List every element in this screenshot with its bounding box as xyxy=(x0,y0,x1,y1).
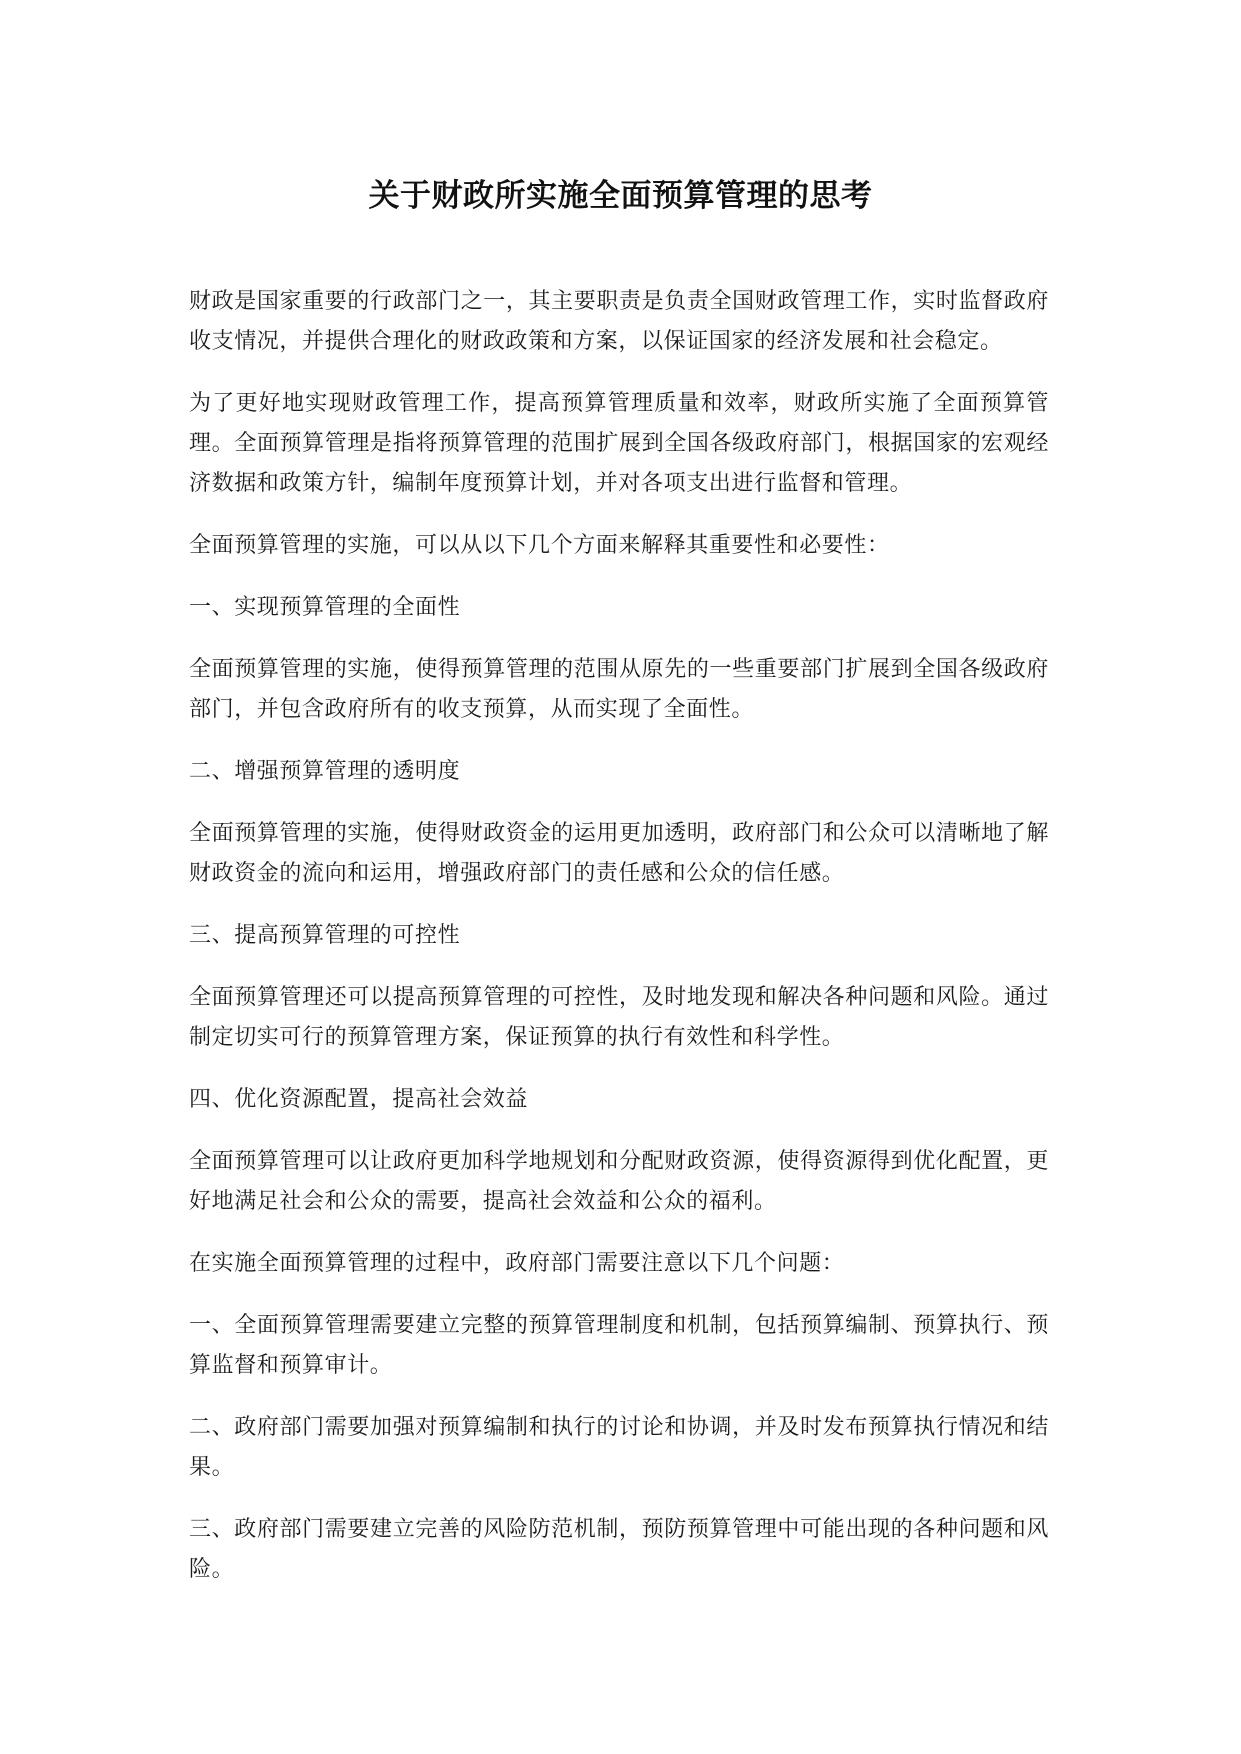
paragraph: 一、全面预算管理需要建立完整的预算管理制度和机制，包括预算编制、预算执行、预算监督和预算审计。 xyxy=(189,1313,1049,1378)
paragraph: 全面预算管理还可以提高预算管理的可控性，及时地发现和解决各种问题和风险。通过制定切实可行的预算管理方案，保证预算的执行有效性和科学性。 xyxy=(189,985,1049,1050)
paragraph: 财政是国家重要的行政部门之一，其主要职责是负责全国财政管理工作，实时监督政府收支情况，并提供合理化的财政政策和方案，以保证国家的经济发展和社会稳定。 xyxy=(189,289,1049,354)
paragraph: 全面预算管理可以让政府更加科学地规划和分配财政资源，使得资源得到优化配置，更好地满足社会和公众的需要，提高社会效益和公众的福利。 xyxy=(189,1149,1049,1214)
document-body xyxy=(189,282,1049,1612)
paragraph: 全面预算管理的实施，使得财政资金的运用更加透明，政府部门和公众可以清晰地了解财政资金的流向和运用，增强政府部门的责任感和公众的信任感。 xyxy=(189,821,1049,886)
paragraph: 在实施全面预算管理的过程中，政府部门需要注意以下几个问题： xyxy=(189,1251,845,1276)
paragraph: 二、政府部门需要加强对预算编制和执行的讨论和协调，并及时发布预算执行情况和结果。 xyxy=(189,1415,1049,1480)
page-title: 关于财政所实施全面预算管理的思考 xyxy=(368,178,873,214)
paragraph: 三、政府部门需要建立完善的风险防范机制，预防预算管理中可能出现的各种问题和风险。 xyxy=(189,1517,1049,1582)
section-heading: 三、提高预算管理的可控性 xyxy=(189,923,461,948)
paragraph: 为了更好地实现财政管理工作，提高预算管理质量和效率，财政所实施了全面预算管理。全面预算管理是指将预算管理的范围扩展到全国各级政府部门，根据国家的宏观经济数据和政策方针，编制年度预算计划，并对各项支出进行监督和管理。 xyxy=(189,391,1049,496)
paragraph: 全面预算管理的实施，使得预算管理的范围从原先的一些重要部门扩展到全国各级政府部门，并包含政府所有的收支预算，从而实现了全面性。 xyxy=(189,657,1049,722)
paragraph: 全面预算管理的实施，可以从以下几个方面来解释其重要性和必要性： xyxy=(189,533,890,558)
section-heading: 一、实现预算管理的全面性 xyxy=(189,595,461,620)
section-heading: 四、优化资源配置，提高社会效益 xyxy=(189,1087,529,1112)
section-heading: 二、增强预算管理的透明度 xyxy=(189,759,461,784)
